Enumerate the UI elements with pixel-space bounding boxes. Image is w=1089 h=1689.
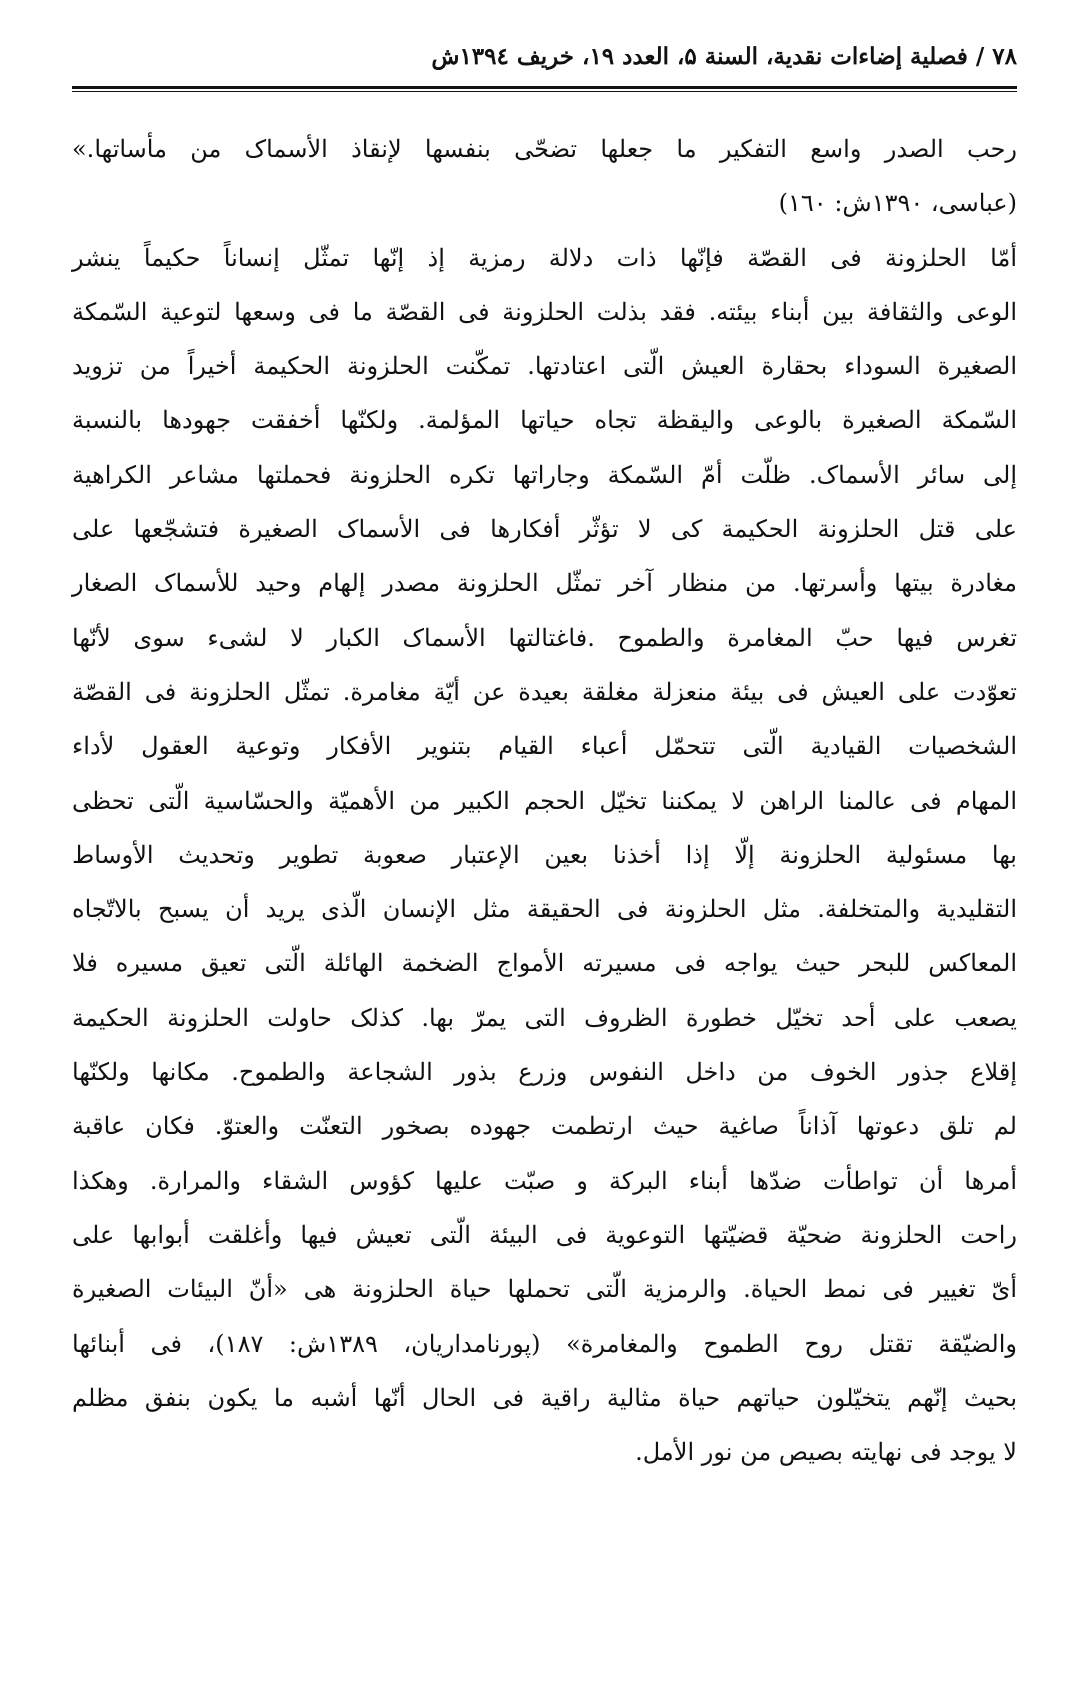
text-line: التقلیدیة والمتخلفة. مثل الحلزونة فی الحقیقة مثل الإنسان الّذی یرید أن یسبح بالاتّجاه — [72, 895, 1017, 924]
text-line: بها مسئولیة الحلزونة إلّا إذا أخذنا بعین الإعتبار صعوبة تطویر وتحدیث الأوساط — [72, 840, 1017, 869]
text-line: راحت الحلزونة ضحیّة قضیّتها التوعویة فی البیئة الّتی تعیش فیها وأغلقت أبوابها علی — [72, 1220, 1017, 1249]
text-line: السّمکة الصغیرة بالوعی والیقظة تجاه حیاتها المؤلمة. ولکنّها أخفقت جهودها بالنسبة — [72, 406, 1017, 435]
text-line: أیّ تغییر فی نمط الحیاة. والرمزیة الّتی تحملها حیاة الحلزونة هی «أنّ البیئات الصغیرة — [72, 1275, 1017, 1304]
header-rule — [72, 86, 1017, 89]
text-line: علی قتل الحلزونة الحکیمة کی لا تؤثّر أفکارها فی الأسماک الصغیرة فتشجّعها علی — [72, 515, 1017, 544]
text-line: الصغیرة السوداء بحقارة العیش الّتی اعتادتها. تمکّنت الحلزونة الحکیمة أخیراً من تزوید — [72, 352, 1017, 381]
text-line: إلی سائر الأسماک. ظلّت أمّ السّمکة وجاراتها تکره الحلزونة فحملتها مشاعر الکراهیة — [72, 460, 1017, 489]
body-text — [72, 122, 1017, 1479]
text-line: تعوّدت علی العیش فی بیئة منعزلة مغلقة بعیدة عن أیّة مغامرة. تمثّل الحلزونة فی القصّة — [72, 677, 1017, 706]
text-line: إقلاع جذور الخوف من داخل النفوس وزرع بذور الشجاعة والطموح. مکانها ولکنّها — [72, 1058, 1017, 1087]
text-line: أمّا الحلزونة فی القصّة فإنّها ذات دلالة رمزیة إذ إنّها تمثّل إنساناً حکیماً ینشر — [72, 243, 1017, 272]
text-line: یصعب علی أحد تخیّل خطورة الظروف التی یمرّ بها. کذلک حاولت الحلزونة الحکیمة — [72, 1003, 1017, 1032]
citation-line: (عباسی، ۱۳۹۰ش: ۱٦۰) — [778, 189, 1017, 218]
text-line: المعاکس للبحر حیث یواجه فی مسیرته الأمواج الضخمة الهائلة الّتی تعیق مسیره فلا — [72, 949, 1017, 978]
text-line: المهام فی عالمنا الراهن لا یمکننا تخیّل الحجم الکبیر من الأهمیّة والحسّاسیة الّتی تحظی — [72, 786, 1017, 815]
text-line: مغادرة بیتها وأسرتها. من منظار آخر تمثّل الحلزونة مصدر إلهام وحید للأسماک الصغار — [72, 569, 1017, 598]
text-line: الشخصیات القیادیة الّتی تتحمّل أعباء القیام بتنویر الأفکار وتوعیة العقول لأداء — [72, 732, 1017, 761]
header-rule-thin — [72, 91, 1017, 92]
text-line: بحیث إنّهم یتخیّلون حیاتهم حیاة مثالیة راقیة فی الحال أنّها أشبه ما یکون بنفق مظلم — [72, 1383, 1017, 1412]
text-line: رحب الصدر واسع التفكير ما جعلها تضحّی بنفسها لإنقاذ الأسماک من مأساتها.» — [72, 135, 1017, 163]
text-line: الوعی والثقافة بین أبناء بیئته. فقد بذلت الحلزونة فی القصّة ما فی وسعها لتوعیة السّمکة — [72, 297, 1017, 326]
text-line: لم تلق دعوتها آذاناً صاغیة حیث ارتطمت جهوده بصخور التعنّت والعتوّ. فکان عاقبة — [72, 1112, 1017, 1141]
text-line: لا یوجد فی نهایته بصیص من نور الأمل. — [635, 1438, 1017, 1467]
text-line: تغرس فیها حبّ المغامرة والطموح .فاغتالتها الأسماک الکبار لا لشیء سوی لأنّها — [72, 623, 1017, 652]
text-line: والضیّقة تقتل روح الطموح والمغامرة» (پورنامداریان، ۱۳۸۹ش: ۱۸۷)، فی أبنائها — [72, 1329, 1017, 1358]
text-line: أمرها أن تواطأت ضدّها أبناء البرکة و صبّت علیها کؤوس الشقاء والمرارة. وهکذا — [72, 1166, 1017, 1195]
running-header: ۷۸ / فصلية إضاءات نقدية، السنة ۵، العدد ۱۹، خريف ۱۳۹٤ش — [431, 43, 1017, 70]
